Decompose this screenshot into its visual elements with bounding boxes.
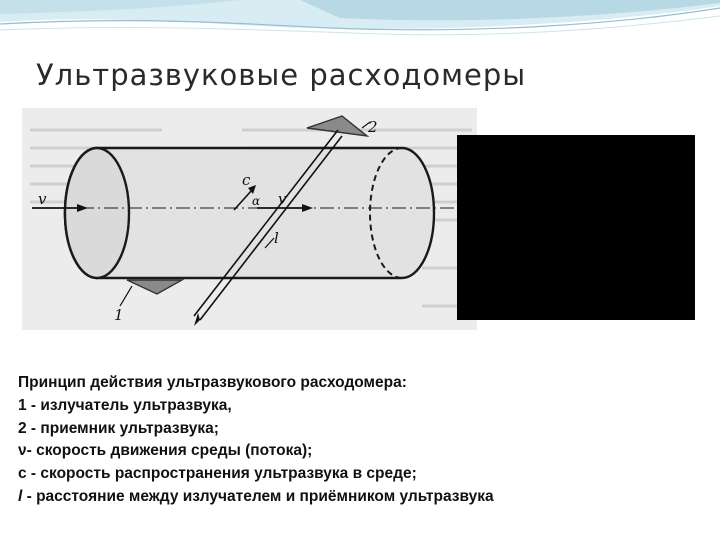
- label-alpha: α: [252, 194, 261, 208]
- caption: [18, 372, 708, 509]
- label-c: c: [242, 171, 251, 189]
- label-v-right: v: [278, 190, 287, 208]
- flowmeter-diagram: [22, 108, 477, 330]
- distance-text: - расстояние между излучателем и приёмником ультразвука: [22, 487, 494, 505]
- label-emitter: 1: [114, 306, 124, 324]
- caption-item-sound-speed: c - скорость распространения ультразвука в среде;: [18, 465, 417, 483]
- label-v-left: v: [38, 190, 47, 208]
- slide-title: Ультразвуковые расходомеры: [36, 58, 527, 92]
- caption-item-flow-speed: ν- скорость движения среды (потока);: [18, 442, 313, 460]
- caption-item-emitter: 1 - излучатель ультразвука,: [18, 396, 232, 414]
- distance-symbol: l: [18, 487, 23, 505]
- caption-item-receiver: 2 - приемник ультразвука;: [18, 419, 219, 437]
- label-receiver: 2: [368, 118, 378, 136]
- caption-heading: Принцип действия ультразвукового расходомера:: [18, 374, 407, 391]
- black-image-placeholder: [457, 135, 695, 320]
- top-decoration: [0, 0, 720, 60]
- caption-item-distance: [18, 486, 708, 509]
- label-l: l: [274, 229, 279, 247]
